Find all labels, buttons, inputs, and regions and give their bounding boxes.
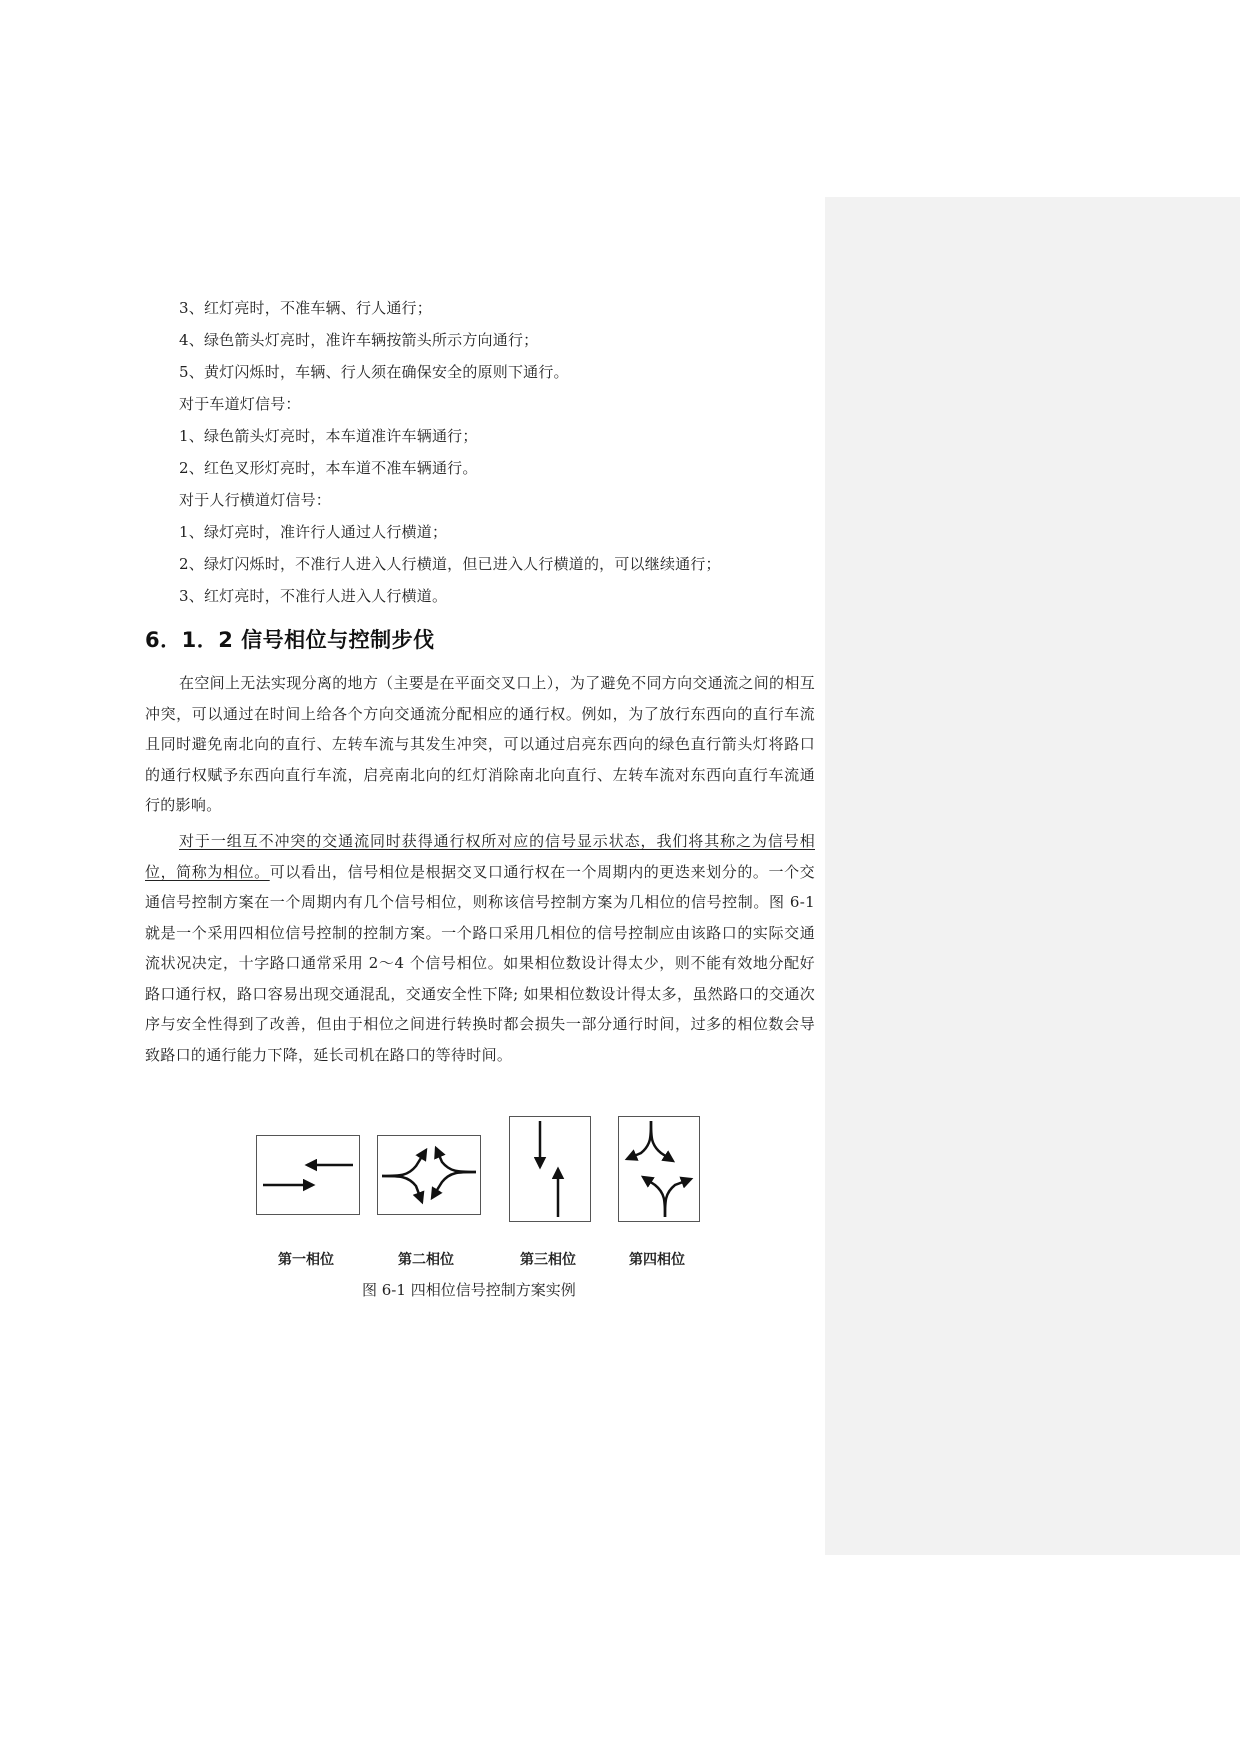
- rules-list: [145, 292, 815, 612]
- rule-line: 2、红色叉形灯亮时，本车道不准车辆通行。: [179, 459, 478, 477]
- rule-line: 3、红灯亮时，不准行人进入人行横道。: [179, 587, 448, 605]
- rule-line: 3、红灯亮时，不准车辆、行人通行；: [179, 299, 432, 317]
- phase-label-4: 第四相位: [629, 1252, 685, 1268]
- north-south-left-turn-arrows-icon: [619, 1117, 699, 1221]
- paragraph-continuation: 可以看出，信号相位是根据交叉口通行权在一个周期内的更迭来划分的。一个交通信号控制方案在一个周期内有几个信号相位，则称该信号控制方案为几相位的信号控制。图 6-1 就是一个采用四相位信号控制的控制方案。一个路口采用几相位的信号控制应由该路口的实际交通流状况决定，十字路口通常采用 2～4 个信号相位。如果相位数设计得太少，则不能有效地分配好路口通行权，路口容易出现交通混乱，交通安全性下降; 如果相位数设计得太多，虽然路口的交通次序与安全性得到了改善，但由于相位之间进行转换时都会损失一部分通行时间，过多的相位数会导致路口的通行能力下降，延长司机在路口的等待时间。: [145, 862, 815, 1064]
- paragraph-phase-intro: 在空间上无法实现分离的地方（主要是在平面交叉口上），为了避免不同方向交通流之间的相互冲突，可以通过在时间上给各个方向交通流分配相应的通行权。例如，为了放行东西向的直行车流且同时避免南北向的直行、左转车流与其发生冲突，可以通过启亮东西向的绿色直行箭头灯将路口的通行权赋予东西向直行车流，启亮南北向的红灯消除南北向直行、左转车流对东西向直行车流通行的影响。: [145, 674, 815, 814]
- comment-pane: [825, 197, 1240, 1555]
- paragraph-phase-definition: [145, 826, 815, 1070]
- rule-line: 2、绿灯闪烁时，不准行人进入人行横道，但已进入人行横道的，可以继续通行；: [179, 555, 721, 573]
- underlined-definition: 对于一组互不冲突的交通流同时获得通行权所对应的信号显示状态，我们将其称之为信号相位，简称为相位。: [145, 832, 815, 881]
- phase-1-diagram: [256, 1135, 360, 1215]
- rule-heading: 对于人行横道灯信号：: [179, 491, 332, 509]
- phase-4-diagram: [618, 1116, 700, 1222]
- rule-line: 4、绿色箭头灯亮时，准许车辆按箭头所示方向通行；: [179, 331, 539, 349]
- figure-caption: 图 6-1 四相位信号控制方案实例: [362, 1281, 576, 1299]
- rule-line: 5、黄灯闪烁时，车辆、行人须在确保安全的原则下通行。: [179, 363, 569, 381]
- north-south-through-arrows-icon: [510, 1117, 590, 1221]
- section-heading: 6．1．2 信号相位与控制步伐: [145, 628, 435, 652]
- east-west-left-turn-arrows-icon: [378, 1136, 480, 1214]
- phase-label-1: 第一相位: [278, 1252, 334, 1268]
- phase-2-diagram: [377, 1135, 481, 1215]
- rule-heading: 对于车道灯信号：: [179, 395, 301, 413]
- rule-line: 1、绿色箭头灯亮时，本车道准许车辆通行；: [179, 427, 478, 445]
- phase-label-3: 第三相位: [520, 1252, 576, 1268]
- east-west-through-arrows-icon: [257, 1136, 359, 1214]
- phase-label-2: 第二相位: [398, 1252, 454, 1268]
- rule-line: 1、绿灯亮时，准许行人通过人行横道；: [179, 523, 448, 541]
- phase-3-diagram: [509, 1116, 591, 1222]
